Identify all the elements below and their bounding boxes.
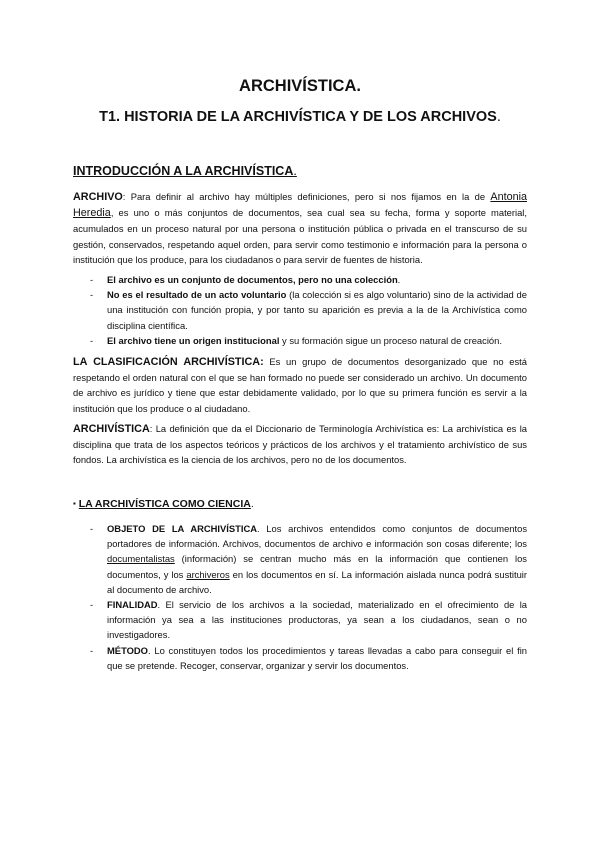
list-item — [90, 643, 527, 673]
objeto-text-3: en los documentos en sí. La información aislada nunca podrá sustituir al documento de archivo. — [107, 568, 527, 595]
document-title: ARCHIVÍSTICA. — [239, 77, 361, 95]
document-subtitle — [0, 109, 600, 125]
bullet-bold: No es el resultado de un acto voluntario — [107, 289, 287, 301]
science-heading — [73, 498, 254, 510]
science-bullet-list — [90, 521, 527, 673]
objeto-text-2: (información) se centran mucho más en la información que contienen los documentos, y los — [107, 553, 527, 580]
archivo-text-1: : Para definir al archivo hay múltiples definiciones, pero si nos fijamos en la de — [122, 191, 491, 202]
archivo-text-2: , es uno o más conjuntos de documentos, sea cual sea su fecha, forma y soporte material, acumulados en un proceso natural por una persona o institución pública o privada en el transcurso de su gestión, conservados, respetando aquel orden, para servir como testimonio e información para la persona o institución que los produce, para los ciudadanos o para servir de fuentes de historia. — [73, 207, 527, 265]
archivistica-paragraph — [73, 421, 527, 468]
subtitle-dot: . — [496, 109, 501, 125]
bullet-bold: El archivo tiene un origen institucional — [107, 334, 280, 346]
science-bullet-icon: ▪ — [73, 499, 76, 508]
objeto-term: OBJETO DE LA ARCHIVÍSTICA — [107, 523, 257, 534]
intro-heading-text: INTRODUCCIÓN A LA ARCHIVÍSTICA — [73, 164, 294, 178]
metodo-text: . Lo constituyen todos los procedimientos y tareas llevadas a cabo para conseguir el fin que se pretende. Recoger, conservar, organizar y servir los documentos. — [107, 644, 527, 671]
list-item — [90, 287, 527, 333]
documentalistas-term: documentalistas — [107, 553, 175, 565]
clasificacion-paragraph — [73, 354, 527, 416]
archivistica-term: ARCHIVÍSTICA — [73, 423, 150, 435]
clasificacion-text: Es un grupo de documentos desorganizado que no está respetando el orden natural con el que se han formado no puede ser considerado un archivo. Un documento de archivo es jurídico y tiene que estar debidamente validado, por lo que su primera función es servir a la institución que los produce o al ciudadano. — [73, 356, 527, 414]
list-item — [90, 272, 527, 287]
list-item — [90, 597, 527, 643]
archivistica-text: : La definición que da el Diccionario de Terminología Archivística es: La archivística es la disciplina que trata de los aspectos teóricos y prácticos de los archivos y el tratamiento archivístico de sus fondos. La archivística es la ciencia de los archivos, pero no de los documentos. — [73, 423, 527, 466]
clasificacion-term: LA CLASIFICACIÓN ARCHIVÍSTICA: — [73, 356, 264, 368]
metodo-term: MÉTODO — [107, 644, 148, 656]
list-item — [90, 521, 527, 597]
objeto-text-1: . Los archivos entendidos como conjuntos de documentos portadores de información. Archivos, documentos de archivo e información son cosas diferente; los — [107, 523, 528, 550]
finalidad-text: . El servicio de los archivos a la sociedad, materializado en el ofrecimiento de la información ya sea a las instituciones productoras, ya sean a los ciudadanos, sean o no investigadores. — [107, 599, 527, 641]
bullet-rest: (la colección si es algo voluntario) sino de la actividad de una institución con función propia, y por tanto su aparición es previa a la de la Archivística como disciplina científica. — [107, 289, 527, 331]
science-heading-dot: . — [250, 498, 254, 510]
finalidad-term: FINALIDAD — [107, 599, 158, 611]
intro-heading-dot: . — [293, 164, 297, 178]
archivo-author: Antonia Heredia — [73, 191, 527, 220]
science-heading-text: LA ARCHIVÍSTICA COMO CIENCIA — [78, 498, 251, 510]
intro-heading — [73, 164, 297, 178]
archivo-bullet-list — [90, 272, 527, 348]
bullet-rest: y su formación sigue un proceso natural de creación. — [279, 334, 502, 346]
bullet-bold: El archivo es un conjunto de documentos, pero no una colección — [107, 274, 398, 285]
bullet-rest: . — [397, 274, 401, 285]
list-item — [90, 333, 527, 348]
subtitle-text: T1. HISTORIA DE LA ARCHIVÍSTICA Y DE LOS ARCHIVOS — [99, 109, 497, 125]
archivo-definition — [73, 189, 527, 267]
archiveros-term: archiveros — [186, 568, 230, 580]
archivo-term: ARCHIVO — [73, 191, 123, 203]
